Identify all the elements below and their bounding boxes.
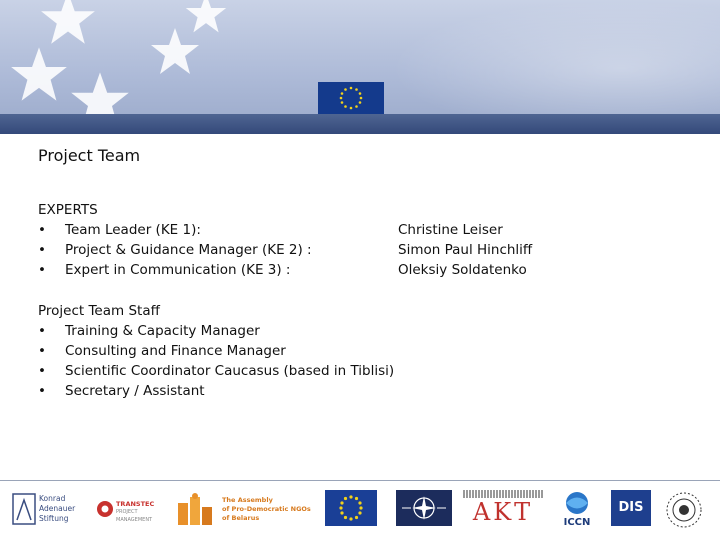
konrad-adenauer-logo	[12, 490, 82, 530]
nato-logo	[396, 490, 452, 526]
staff-item	[38, 321, 678, 341]
expert-role: Project & Guidance Manager (KE 2) :	[65, 242, 312, 258]
logo-text: TRANSTEC	[116, 500, 155, 508]
bullet: •	[38, 262, 46, 278]
logo-text: Adenauer	[39, 504, 76, 513]
star-icon	[10, 45, 68, 103]
transtec-logo	[96, 490, 160, 530]
eu-flag	[318, 82, 384, 114]
seal-logo	[662, 490, 706, 530]
bullet: •	[38, 363, 46, 379]
logo-text: MANAGEMENT	[116, 517, 153, 523]
iccn-logo	[556, 490, 598, 530]
eu-flag-logo	[325, 490, 377, 526]
expert-row	[38, 260, 678, 280]
footer-divider	[0, 480, 720, 481]
logo-text: PROJECT	[116, 509, 138, 515]
logo-text: ICCN	[563, 517, 591, 528]
bullet: •	[38, 242, 46, 258]
staff-role: Secretary / Assistant	[65, 383, 205, 399]
assembly-ngo-logo	[174, 490, 322, 530]
star-icon	[150, 26, 200, 76]
expert-row	[38, 240, 678, 260]
expert-role: Expert in Communication (KE 3) :	[65, 262, 291, 278]
banner-band	[0, 114, 720, 134]
dis-logo	[611, 490, 651, 526]
expert-role: Team Leader (KE 1):	[65, 222, 201, 238]
logo-text: DIS	[618, 500, 644, 515]
logo-text: of Belarus	[222, 514, 260, 522]
logo-text: AKT	[472, 498, 534, 526]
staff-item	[38, 361, 678, 381]
europe-map	[390, 0, 720, 114]
logo-text: Konrad	[39, 494, 66, 503]
eu-stars-icon	[318, 82, 384, 114]
logo-text: of Pro-Democratic NGOs	[222, 505, 311, 513]
bullet: •	[38, 323, 46, 339]
staff-role: Training & Capacity Manager	[65, 323, 260, 339]
slide-title: Project Team	[38, 146, 141, 165]
staff-item	[38, 341, 678, 361]
expert-name: Simon Paul Hinchliff	[398, 242, 533, 258]
bullet: •	[38, 383, 46, 399]
staff-heading: Project Team Staff	[38, 303, 160, 319]
logo-text: Stiftung	[39, 514, 69, 523]
akt-logo	[461, 490, 545, 530]
staff-role: Scientific Coordinator Caucasus (based in Tiblisi)	[65, 363, 395, 379]
bullet: •	[38, 222, 46, 238]
expert-name: Oleksiy Soldatenko	[398, 262, 527, 278]
logo-text: The Assembly	[222, 496, 273, 504]
expert-name: Christine Leiser	[398, 222, 503, 238]
expert-row	[38, 220, 678, 240]
staff-item	[38, 381, 678, 401]
bullet: •	[38, 343, 46, 359]
experts-heading: EXPERTS	[38, 202, 98, 218]
slide-body	[38, 200, 678, 401]
eu-banner	[0, 0, 720, 134]
staff-role: Consulting and Finance Manager	[65, 343, 286, 359]
partner-logos	[0, 484, 720, 538]
star-icon	[40, 0, 96, 46]
